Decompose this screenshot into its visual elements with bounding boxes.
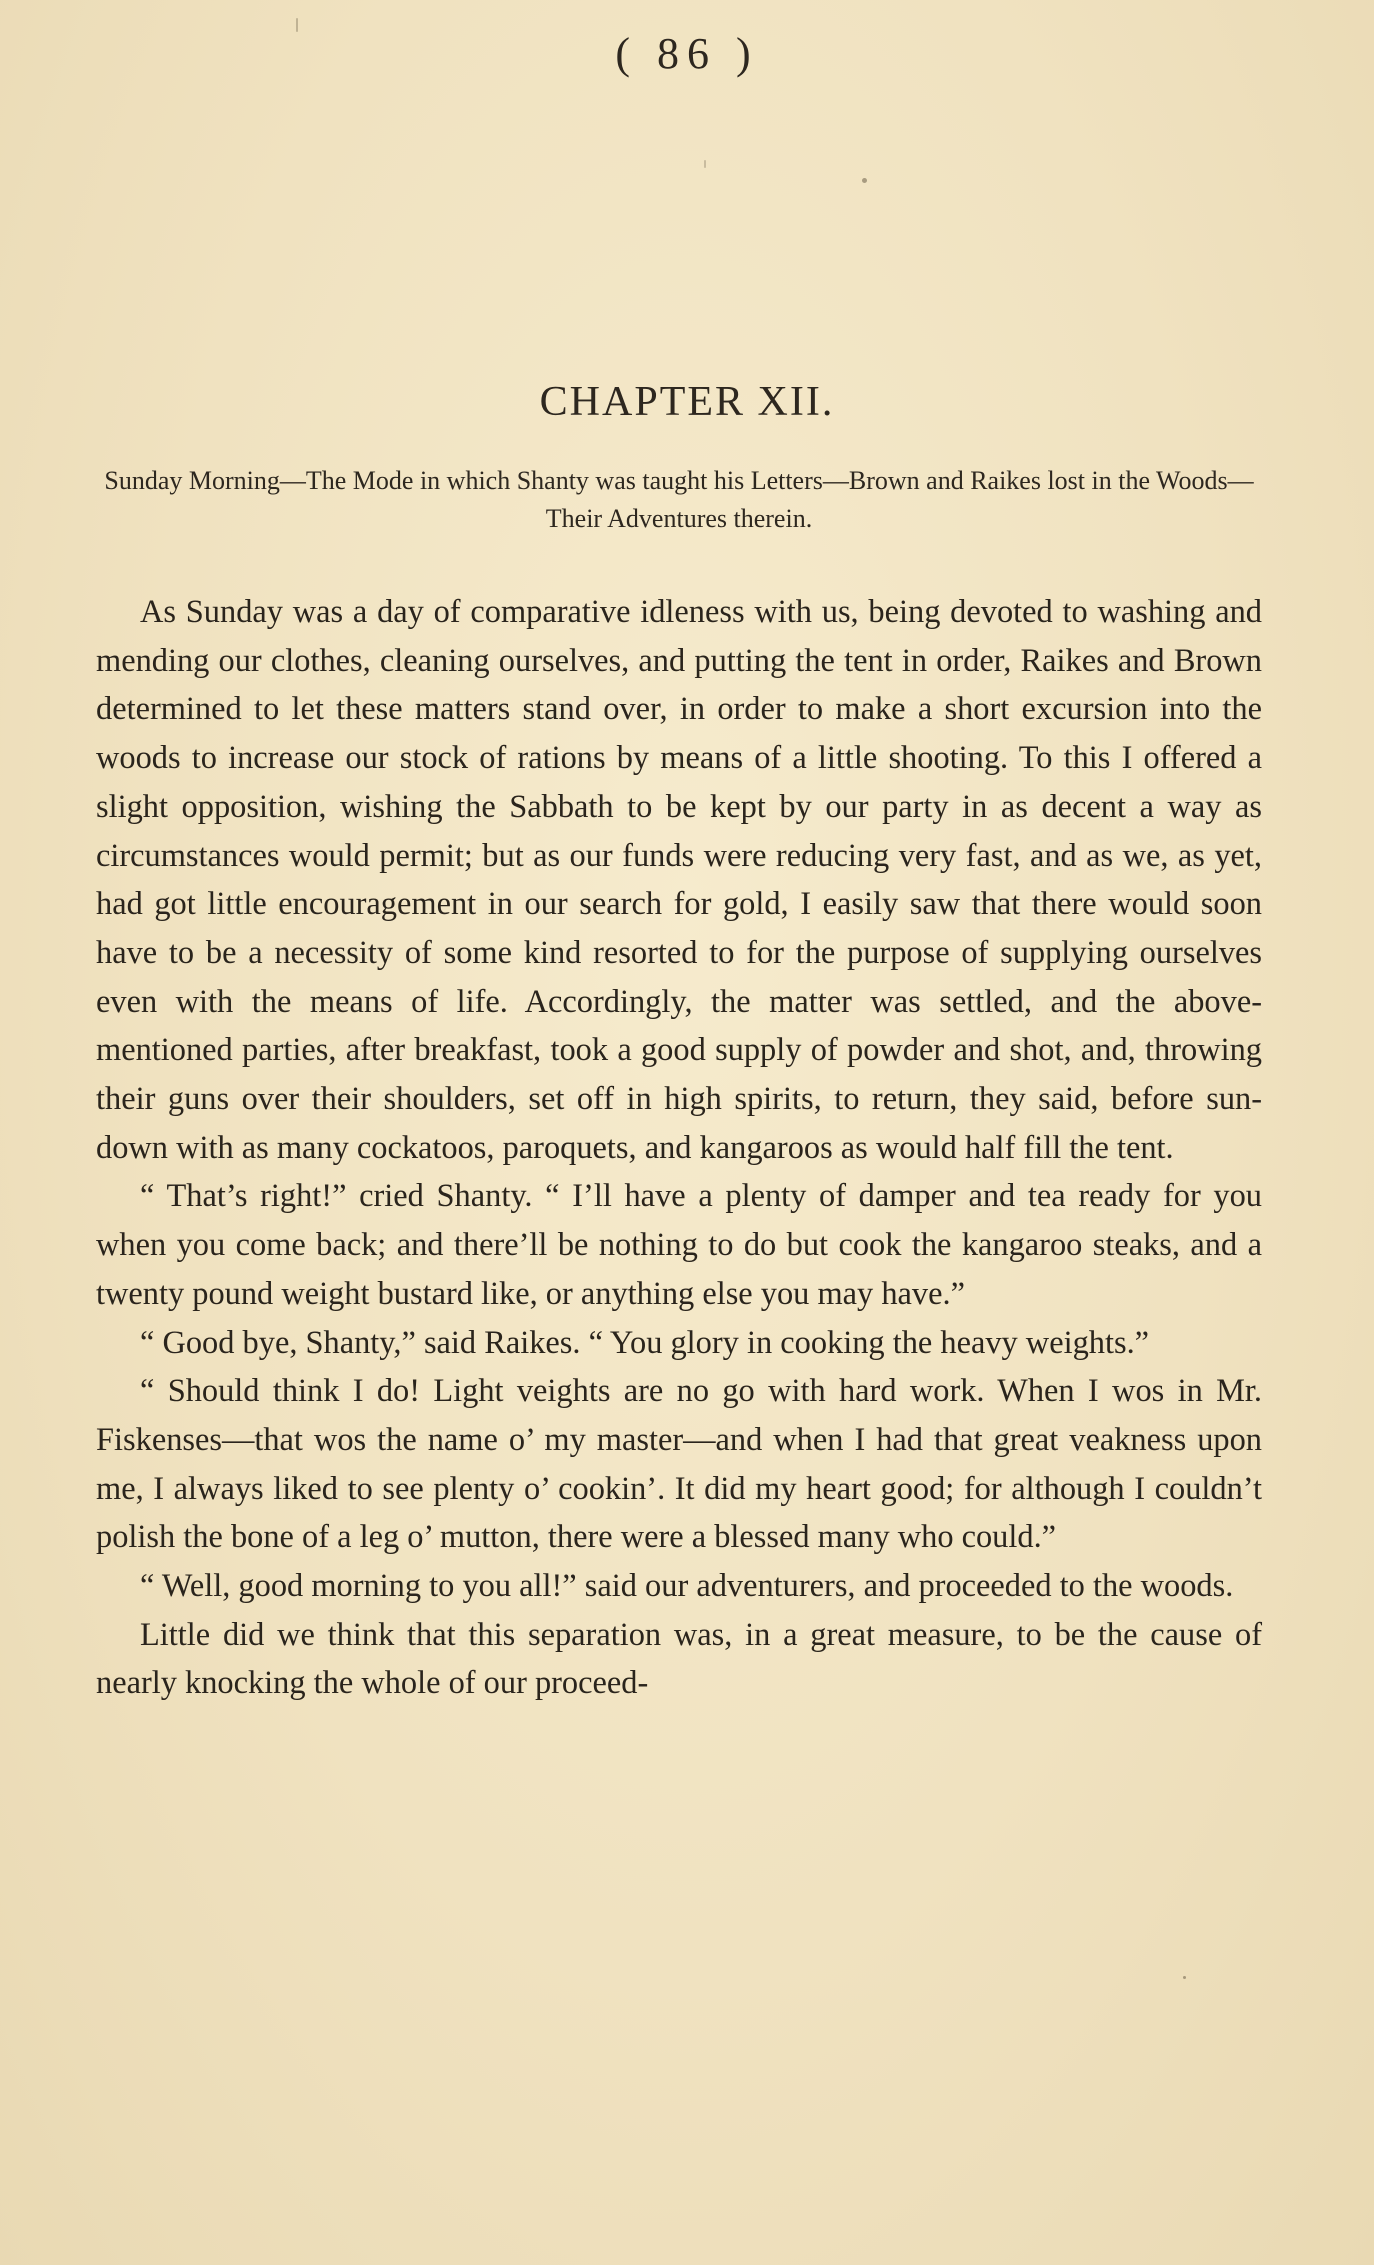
paragraph: As Sunday was a day of comparative idleness with us, being devoted to washing and mending our clothes, cleaning ourselves, and putting the tent in order, Raikes and Brown determined to let these matters stand over, in order to make a short excursion into the woods to increase our stock of rations by means of a little shooting. To this I offered a slight opposition, wishing the Sabbath to be kept by our party in as decent a way as circumstances would permit; but as our funds were reducing very fast, and as we, as yet, had got little encouragement in our search for gold, I easily saw that there would soon have to be a necessity of some kind resorted to for the purpose of supplying ourselves even with the means of life. Accordingly, the matter was settled, and the above-mentioned parties, after breakfast, took a good supply of powder and shot, and, throwing their guns over their shoulders, set off in high spirits, to return, they said, before sun-down with as many cockatoos, paroquets, and kangaroos as would half fill the tent. <box>96 594 1262 1166</box>
paragraph: “ Good bye, Shanty,” said Raikes. “ You glory in cooking the heavy weights.” <box>140 1324 1150 1361</box>
body-text <box>96 588 1262 1708</box>
paragraph: “ That’s right!” cried Shanty. “ I’ll have a plenty of damper and tea ready for you when you come back; and there’ll be nothing to do but cook the kangaroo steaks, and a twenty pound weight bustard like, or anything else you may have.” <box>96 1178 1262 1312</box>
paragraph: “ Should think I do! Light veights are no go with hard work. When I wos in Mr. Fiskenses—that wos the name o’ my master—and when I had that great veakness upon me, I always liked to see plenty o’ cookin’. It did my heart good; for although I couldn’t polish the bone of a leg o’ mutton, there were a blessed many who could.” <box>96 1373 1262 1556</box>
chapter-summary: Sunday Morning—The Mode in which Shanty was taught his Letters—Brown and Raikes lost in the Woods—Their Adventures therein. <box>104 466 1254 533</box>
paragraph: “ Well, good morning to you all!” said our adventurers, and proceeded to the woods. <box>140 1568 1234 1605</box>
page-number: ( 86 ) <box>615 29 759 78</box>
paper-speck <box>1183 1976 1186 1979</box>
chapter-title: CHAPTER XII. <box>539 379 835 425</box>
paper-speck <box>704 160 706 168</box>
paper-speck <box>862 178 867 183</box>
paragraph: Little did we think that this separation was, in a great measure, to be the cause of nearly knocking the whole of our proceed- <box>96 1616 1262 1702</box>
